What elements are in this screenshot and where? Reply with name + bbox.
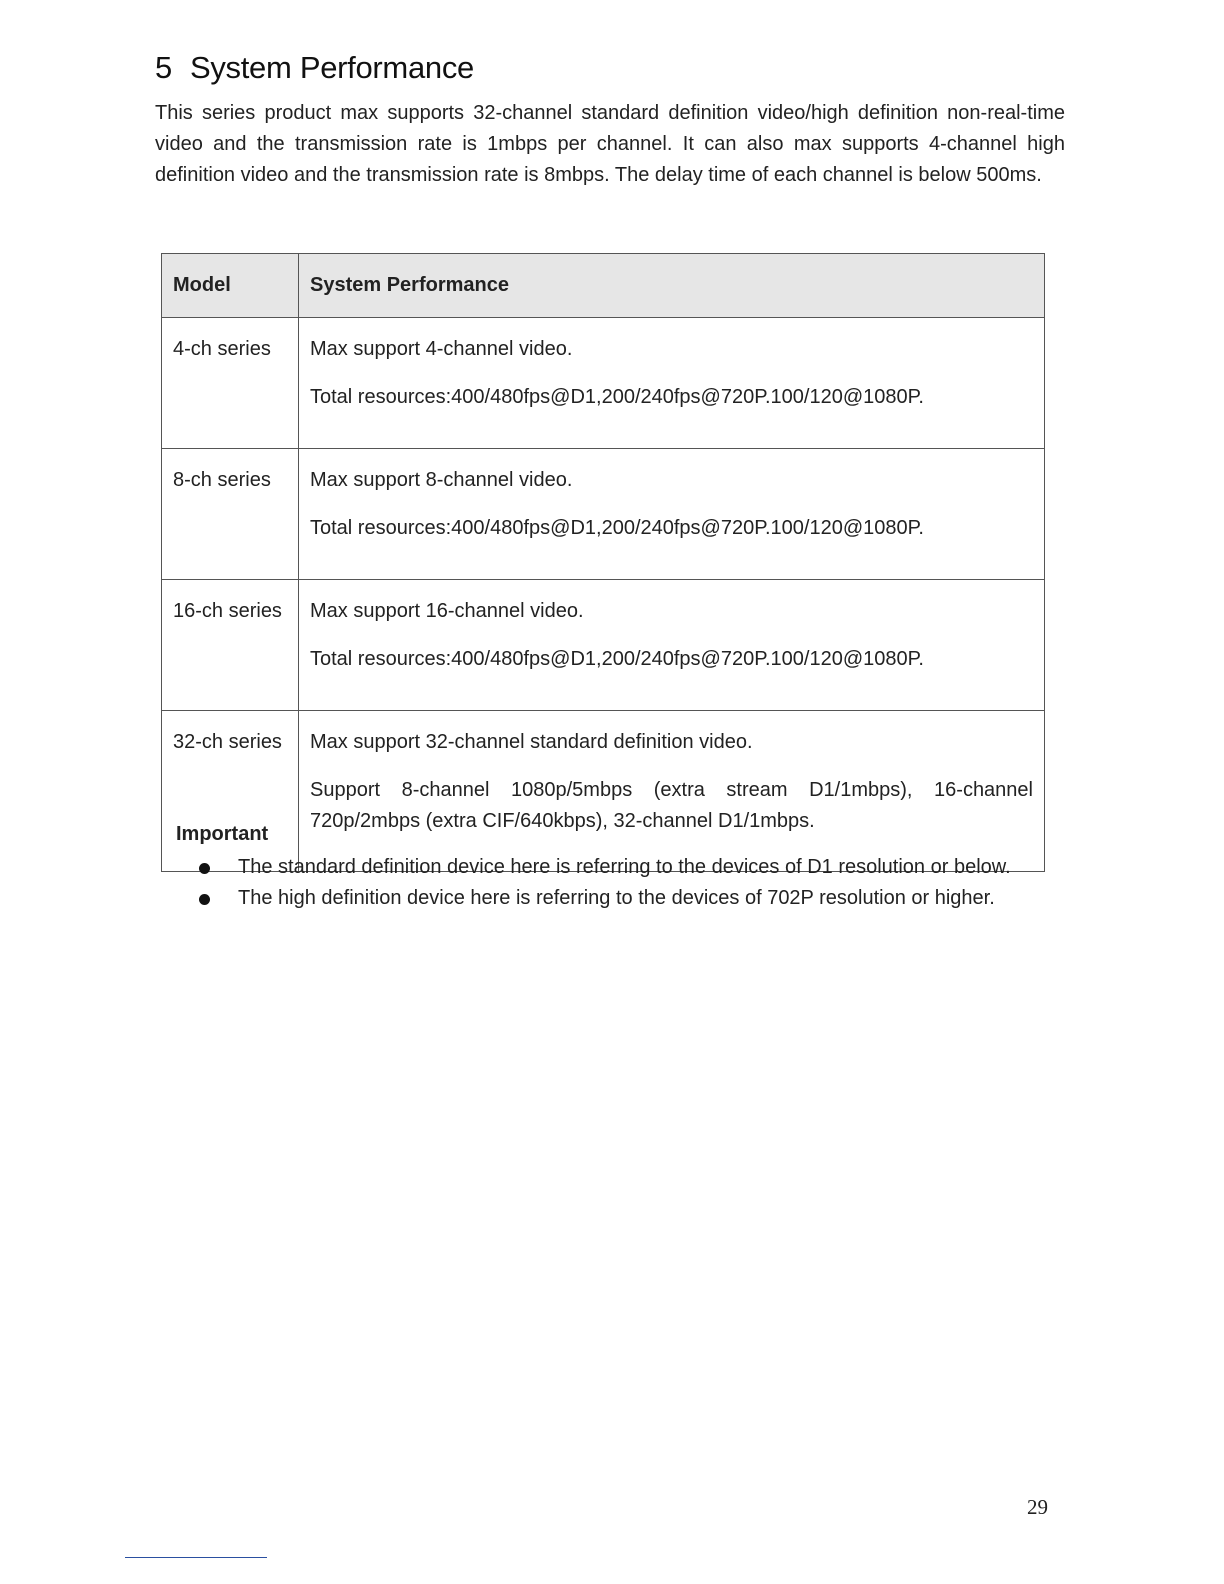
list-item-text: The high definition device here is referring to the devices of 702P resolution or higher. (238, 887, 995, 909)
header-model: Model (162, 254, 299, 318)
table-row (162, 580, 1045, 711)
list-item (195, 883, 1011, 914)
performance-cell (299, 449, 1045, 580)
table-row (162, 318, 1045, 449)
performance-line: Total resources:400/480fps@D1,200/240fps@720P.100/120@1080P. (310, 517, 924, 539)
performance-line: Total resources:400/480fps@D1,200/240fps@720P.100/120@1080P. (310, 386, 924, 408)
section-heading (155, 50, 474, 86)
list-item-text: The standard definition device here is referring to the devices of D1 resolution or below. (238, 856, 1011, 878)
important-title: Important (176, 823, 269, 845)
performance-line: Max support 4-channel video. (310, 338, 573, 360)
bullet-icon (199, 894, 210, 905)
header-system-performance: System Performance (299, 254, 1045, 318)
model-cell: 4-ch series (162, 318, 299, 449)
performance-line: Max support 32-channel standard definition video. (310, 731, 753, 753)
table-row (162, 449, 1045, 580)
section-number: 5 (155, 50, 172, 85)
list-item (195, 852, 1011, 883)
performance-cell (299, 580, 1045, 711)
performance-line: Max support 8-channel video. (310, 469, 573, 491)
performance-line: Support 8-channel 1080p/5mbps (extra stream D1/1mbps), 16-channel 720p/2mbps (extra CIF/640kbps), 32-channel D1/1mbps. (310, 779, 1033, 832)
performance-cell (299, 711, 1045, 872)
table-header-row (162, 254, 1045, 318)
page-number: 29 (1027, 1495, 1048, 1519)
model-cell: 32-ch series (162, 711, 299, 872)
model-cell: 16-ch series (162, 580, 299, 711)
footer-divider (125, 1557, 267, 1558)
performance-cell (299, 318, 1045, 449)
important-list (195, 852, 1011, 914)
system-performance-table (161, 253, 1045, 872)
bullet-icon (199, 863, 210, 874)
performance-line: Max support 16-channel video. (310, 600, 584, 622)
intro-paragraph: This series product max supports 32-channel standard definition video/high definition non-real-time video and the transmission rate is 1mbps per channel. It can also max supports 4-channel high definition video and the transmission rate is 8mbps. The delay time of each channel is below 500ms. (155, 102, 1065, 186)
section-title: System Performance (189, 50, 474, 85)
performance-line: Total resources:400/480fps@D1,200/240fps@720P.100/120@1080P. (310, 648, 924, 670)
table-row (162, 711, 1045, 872)
model-cell: 8-ch series (162, 449, 299, 580)
